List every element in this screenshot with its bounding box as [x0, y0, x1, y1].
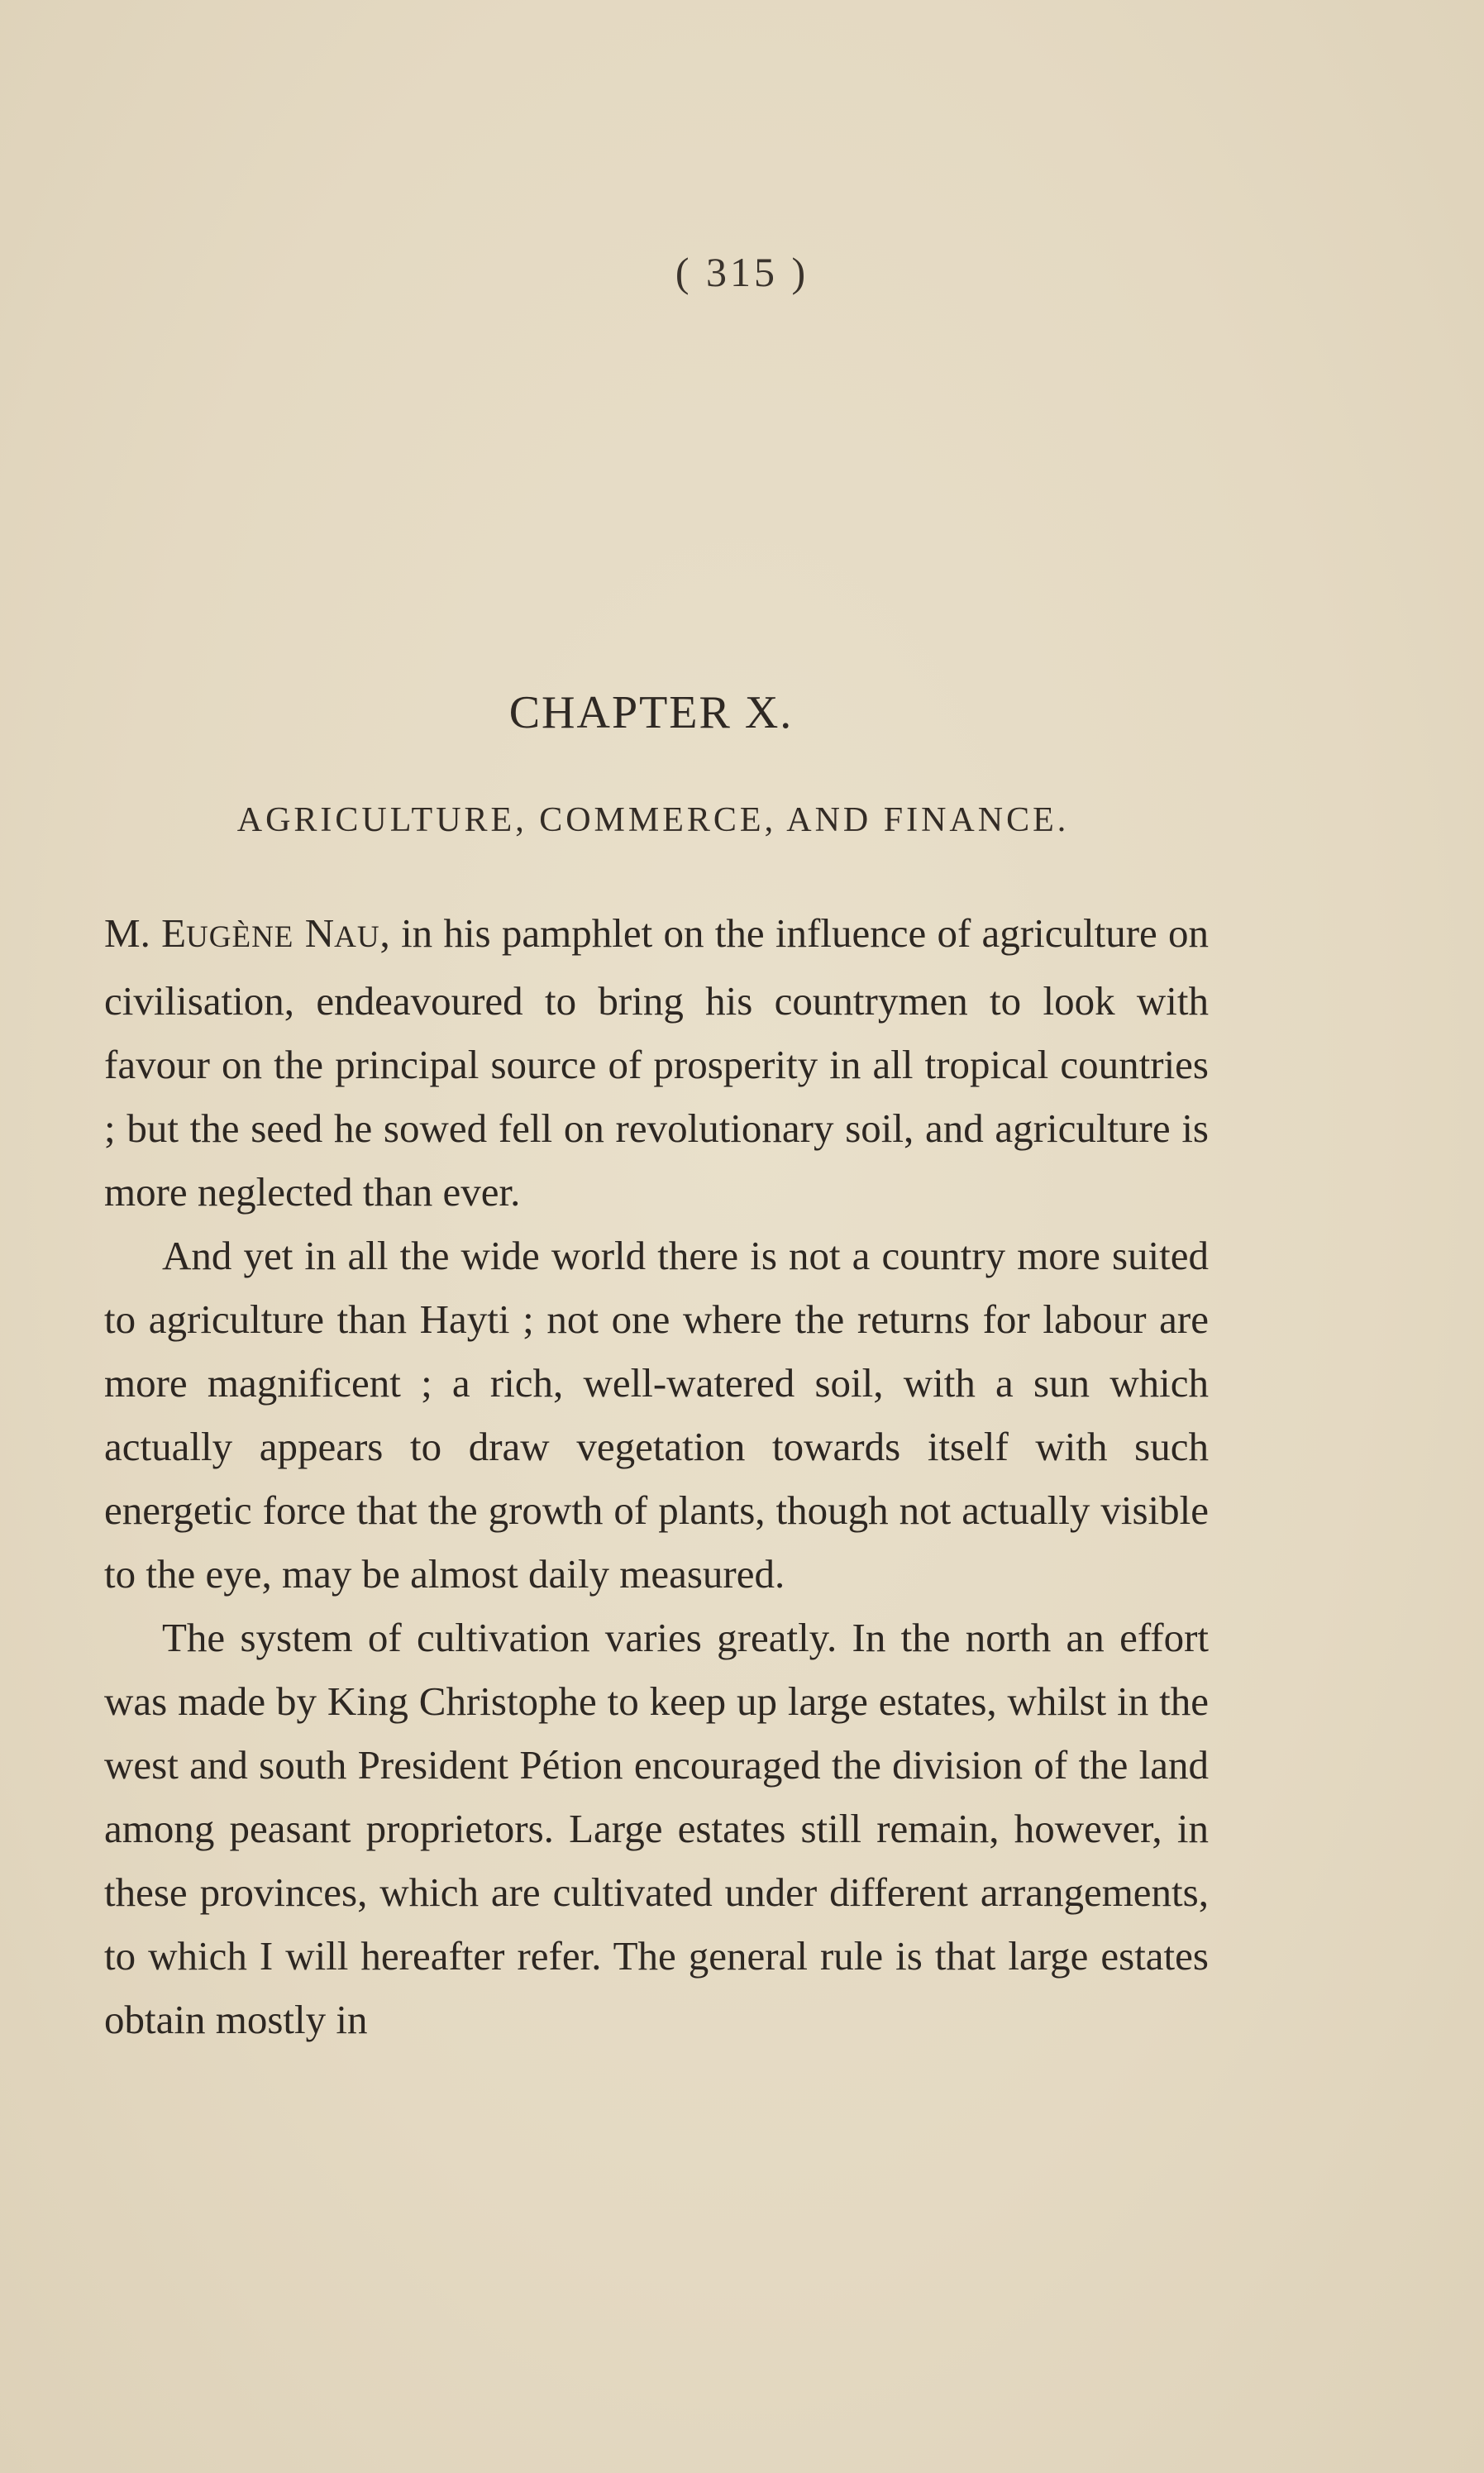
page-number: ( 315 ) [675, 249, 809, 295]
chapter-title: CHAPTER X. [508, 687, 794, 738]
paragraph-1-text: , in his pamphlet on the influence of agriculture on civilisation, endeavoured to bring his countrymen to look with favour on the principal source of prosperity in all tropical countries ; but the seed he sowed fell on revolutionary soil, and agriculture is more neglected than ever. [104, 910, 1210, 1215]
body-text [104, 901, 1209, 2051]
paragraph-1 [104, 901, 1209, 1224]
paragraph-2: And yet in all the wide world there is not a country more suited to agriculture than Hayti ; not one where the returns for labour are more magnificent ; a rich, well-watered soil, with a sun which actually appears to draw vegetation towards itself with such energetic force that the growth of plants, though not actually visible to the eye, may be almost daily measured. [104, 1233, 1209, 1597]
chapter-subtitle: AGRICULTURE, COMMERCE, AND FINANCE. [236, 801, 1070, 839]
author-name-first-rest: UGÈNE [186, 920, 294, 954]
paragraph-3: The system of cultivation varies greatly. In the north an effort was made by King Christophe to keep up large estates, whilst in the west and south President Pétion encouraged the division of the land among peasant proprietors. Large estates still remain, however, in these provinces, which are cultivated under different arrangements, to which I will hereafter refer. The general rule is that large estates obtain mostly in [104, 1615, 1209, 2042]
author-name-last-rest: AU [334, 920, 380, 954]
author-name-first-initial: E [161, 910, 187, 956]
author-name-last-initial: N [304, 910, 335, 956]
author-initial: M. [104, 910, 150, 956]
